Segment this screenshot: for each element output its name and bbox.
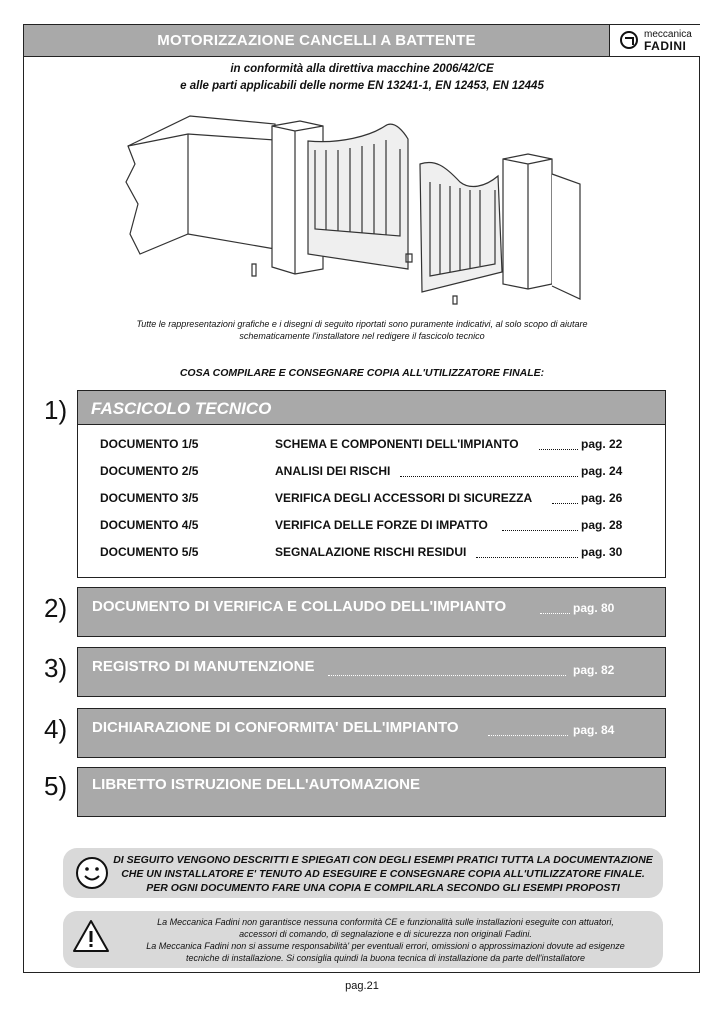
info-note-line-3: PER OGNI DOCUMENTO FARE UNA COPIA E COMPILARLA SECONDO GLI ESEMPI PROPOSTI xyxy=(146,882,620,894)
section-2-number: 2) xyxy=(44,593,68,623)
document-title: SEGNALAZIONE RISCHI RESIDUI xyxy=(275,545,467,559)
page-number: pag.21 xyxy=(345,980,379,992)
logo-small-text: meccanica xyxy=(644,29,692,40)
document-id: DOCUMENTO 5/5 xyxy=(100,545,199,559)
leader-dots xyxy=(552,503,578,504)
document-page: pag. 30 xyxy=(581,545,623,559)
section-2-box xyxy=(77,587,666,637)
section-5-title: LIBRETTO ISTRUZIONE DELL'AUTOMAZIONE xyxy=(92,776,421,793)
document-title: ANALISI DEI RISCHI xyxy=(275,464,391,478)
section-2-page: pag. 80 xyxy=(573,601,615,615)
section-4-box xyxy=(77,708,666,758)
illustration-note-line-1: Tutte le rappresentazioni grafiche e i disegni di seguito riportati sono puramente indicativi, al solo scopo di aiutare xyxy=(136,319,588,329)
document-page: pag. 24 xyxy=(581,464,623,478)
section-3-box xyxy=(77,647,666,697)
info-note-text xyxy=(113,853,653,895)
document-title: SCHEMA E COMPONENTI DELL'IMPIANTO xyxy=(275,437,519,451)
leader-dots xyxy=(400,476,578,477)
leader-dots xyxy=(476,557,578,558)
header-bar xyxy=(24,25,609,57)
illustration-note-line-2: schematicamente l'installatore nel redigere il fascicolo tecnico xyxy=(239,331,485,341)
section-1-box xyxy=(77,390,666,578)
leader-dots xyxy=(502,530,578,531)
document-page: pag. 28 xyxy=(581,518,623,532)
conformity-line-2: e alle parti applicabili delle norme EN 13241-1, EN 12453, EN 12445 xyxy=(180,80,544,92)
document-row-3 xyxy=(78,491,665,509)
smiley-icon xyxy=(75,856,109,890)
section-5-box xyxy=(77,767,666,817)
leader-dots xyxy=(540,613,570,614)
section-1-title: FASCICOLO TECNICO xyxy=(91,399,272,418)
document-page: pag. 26 xyxy=(581,491,623,505)
document-id: DOCUMENTO 3/5 xyxy=(100,491,199,505)
fadini-logo xyxy=(609,25,700,57)
leader-dots xyxy=(539,449,578,450)
info-note-line-1: DI SEGUITO VENGONO DESCRITTI E SPIEGATI CON DEGLI ESEMPI PRATICI TUTTA LA DOCUMENTAZIONE xyxy=(113,854,653,866)
section-4-number: 4) xyxy=(44,714,68,744)
info-note-line-2: CHE UN INSTALLATORE E' TENUTO AD ESEGUIRE E CONSEGNARE COPIA ALL'UTILIZZATORE FINALE. xyxy=(121,868,645,880)
warning-note-line-4: tecniche di installazione. Si consiglia quindi la buona tecnica di installazione da parte dell'installatore xyxy=(186,953,585,963)
document-id: DOCUMENTO 1/5 xyxy=(100,437,199,451)
section-5-number: 5) xyxy=(44,771,68,801)
document-title: VERIFICA DEGLI ACCESSORI DI SICUREZZA xyxy=(275,491,533,505)
instruction-heading: COSA COMPILARE E CONSEGNARE COPIA ALL'UTILIZZATORE FINALE: xyxy=(179,367,545,379)
warning-note-line-2: accessori di comando, di segnalazione e di sicurezza non originali Fadini. xyxy=(239,929,532,939)
section-3-page: pag. 82 xyxy=(573,663,615,677)
leader-dots xyxy=(488,735,568,736)
swing-gate-illustration xyxy=(100,104,590,314)
document-row-1 xyxy=(78,437,665,455)
logo-big-text: FADINI xyxy=(644,39,687,53)
conformity-line-1: in conformità alla direttiva macchine 2006/42/CE xyxy=(230,63,494,75)
warning-note-line-1: La Meccanica Fadini non garantisce nessuna conformità CE e funzionalità sulle installazioni eseguite con attuatori, xyxy=(157,917,614,927)
section-4-page: pag. 84 xyxy=(573,723,615,737)
fadini-logo-icon xyxy=(620,31,638,49)
section-2-title: DOCUMENTO DI VERIFICA E COLLAUDO DELL'IMPIANTO xyxy=(92,598,507,615)
section-1-number: 1) xyxy=(44,395,68,425)
document-id: DOCUMENTO 4/5 xyxy=(100,518,199,532)
section-4-title: DICHIARAZIONE DI CONFORMITA' DELL'IMPIANTO xyxy=(92,719,459,736)
document-id: DOCUMENTO 2/5 xyxy=(100,464,199,478)
section-3-title: REGISTRO DI MANUTENZIONE xyxy=(92,658,315,675)
warning-note-text xyxy=(113,916,658,964)
document-page: pag. 22 xyxy=(581,437,623,451)
document-title: VERIFICA DELLE FORZE DI IMPATTO xyxy=(275,518,488,532)
warning-note-line-3: La Meccanica Fadini non si assume responsabilità' per eventuali errori, omissioni o approssimazioni dovute ad esigenze xyxy=(146,941,625,951)
page-title: MOTORIZZAZIONE CANCELLI A BATTENTE xyxy=(157,32,476,49)
info-note xyxy=(63,848,663,898)
warning-icon xyxy=(71,918,111,954)
section-3-number: 3) xyxy=(44,653,68,683)
document-row-5 xyxy=(78,545,665,563)
document-row-2 xyxy=(78,464,665,482)
leader-dots xyxy=(328,675,566,676)
section-1-header xyxy=(78,391,665,425)
warning-note xyxy=(63,911,663,968)
document-row-4 xyxy=(78,518,665,536)
